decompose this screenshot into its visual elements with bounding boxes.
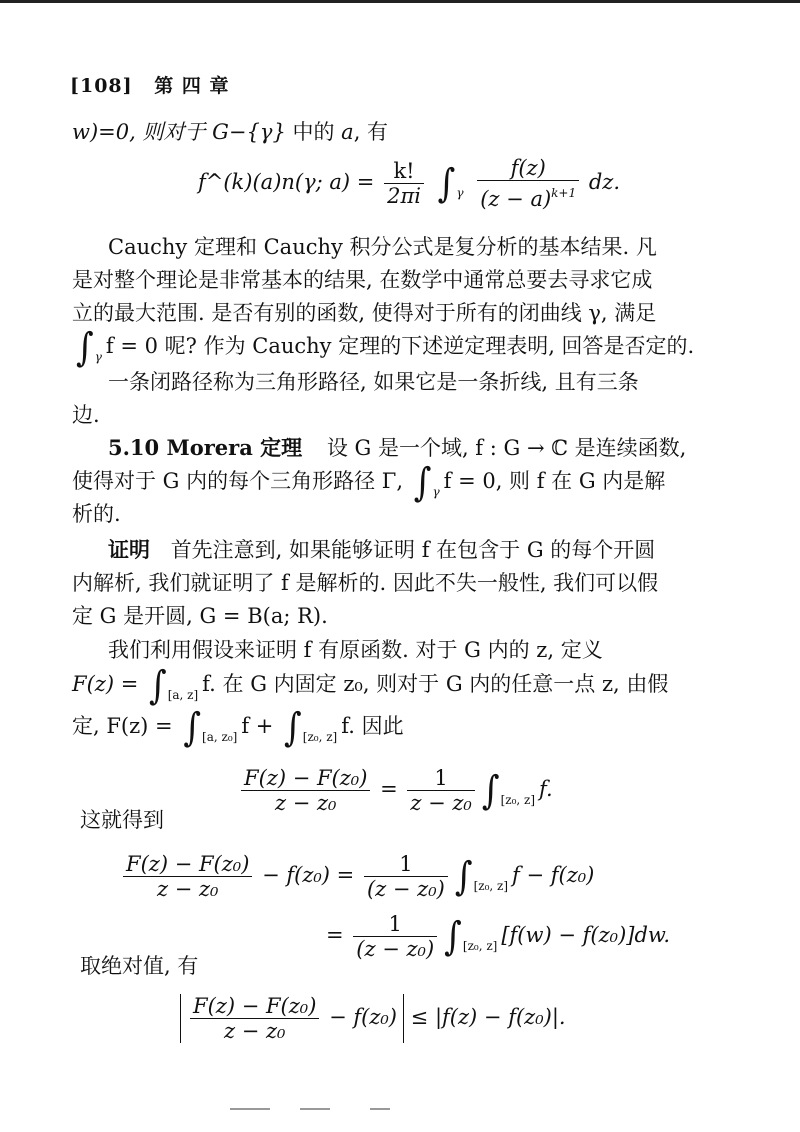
proof-line6-sub1: [a, z₀] [202,730,238,744]
eq2-num: F(z) − F(z₀) [241,766,370,791]
scan-speck [370,1108,390,1110]
proof-line1-text: 首先注意到, 如果能够证明 f 在包含于 G 的每个开圆 [170,538,656,562]
eq1-coef-den: 2πi [387,184,421,208]
integral-sign: ∫ [413,459,432,506]
eq3-fraction [123,852,252,901]
eq5-fraction [190,994,319,1043]
eq3-sub: [z₀, z] [473,879,509,893]
equation-3 [120,852,594,901]
chapter-title: 第 四 章 [154,75,230,97]
eq3-coef-num: 1 [364,852,448,877]
eq1-tail: dz. [588,170,620,194]
proof-line4: 我们利用假设来证明 f 有原函数. 对于 G 内的 z, 定义 [108,638,603,662]
eq2-coefficient [407,766,475,815]
para1-line1: Cauchy 定理和 Cauchy 积分公式是复分析的基本结果. 凡 [108,235,657,259]
equation-1 [198,156,620,211]
text-line-1 [72,118,388,146]
eq3-coefficient [364,852,448,901]
integral-sign: ∫ [183,704,202,751]
eq5-num: F(z) − F(z₀) [190,994,319,1019]
theorem-line3: 析的. [72,502,121,526]
eq2-equals: = [373,777,405,801]
eq1-frac-num: f(z) [477,156,579,181]
para2-line1: 一条闭路径称为三角形路径, 如果它是一条折线, 且有三条 [108,370,639,394]
equation-5 [180,994,566,1043]
eq1-coefficient [384,159,424,208]
integral-sign: ∫ [76,324,94,371]
theorem-line1 [108,434,686,462]
eq4-coefficient [353,912,437,961]
eq1-den-exp: k+1 [551,186,577,200]
scan-speck [300,1108,330,1110]
integral-sign: ∫ [481,767,500,814]
eq3-tail: f − f(z₀) [512,863,595,887]
para1-line3: 立的最大范围. 是否有别的函数, 使得对于所有的闭曲线 γ, 满足 [72,301,657,325]
eq3-coef-den: (z − z₀) [366,877,445,901]
integral-sign: ∫ [454,853,473,900]
proof-line6-sub2: [z₀, z] [302,730,338,744]
eq4-coef-den: (z − z₀) [356,937,435,961]
proof-line6-mid: f + [241,714,281,738]
para1-int-sub: γ [94,350,102,364]
theorem-line2 [72,459,666,506]
eq2-fraction [241,766,370,815]
eq4-coef-num: 1 [353,912,437,937]
eq3-den: z − z₀ [156,877,219,901]
eq1-int-sub: γ [456,186,464,200]
text-qu-jue-dui-zhi: 取绝对值, 有 [80,954,199,978]
theorem-line1-text: 设 G 是一个域, f : G → ℂ 是连续函数, [326,436,687,460]
eq2-tail: f. [539,777,553,801]
eq5-le: ≤ |f(z) − f(z₀)|. [404,1005,566,1029]
para2-line2: 边. [72,403,100,427]
proof-line5 [72,662,669,709]
eq2-den: z − z₀ [274,791,337,815]
integral-sign: ∫ [437,160,456,207]
para1-line4 [72,324,695,371]
eq1-lhs: f^(k)(a)n(γ; a) = [198,170,382,194]
eq1-den-base: (z − a) [480,187,552,211]
line1-end: , 有 [353,120,389,144]
eq3-mid: − f(z₀) = [255,863,361,887]
theorem-int-sub: γ [432,485,440,499]
para1-line2: 是对整个理论是非常基本的结果, 在数学中通常总要去寻求它成 [72,268,653,292]
eq2-coef-num: 1 [407,766,475,791]
equation-2 [238,766,553,815]
eq5-den: z − z₀ [223,1019,286,1043]
equation-4 [326,912,670,961]
proof-line6-b: f. 因此 [341,714,404,738]
eq4-equals: = [326,923,351,947]
para1-line4-text: f = 0 呢? 作为 Cauchy 定理的下述逆定理表明, 回答是否定的. [105,334,695,358]
page-number: [108] [70,75,133,97]
proof-line3: 定 G 是开圆, G = B(a; R). [72,604,328,628]
eq5-absolute-value [180,994,404,1043]
integral-sign: ∫ [284,704,302,751]
eq2-coef-den: z − z₀ [410,791,472,815]
line1-lead: w)=0, 则对于 [72,120,213,144]
line1-set: G−{γ} [212,120,286,144]
top-border [0,0,800,3]
eq1-integrand [477,156,579,211]
proof-line5-a: F(z) = [72,672,145,696]
theorem-line2-a: 使得对于 G 内的每个三角形路径 Γ, [72,469,410,493]
scan-speck [230,1108,270,1110]
proof-line2: 内解析, 我们就证明了 f 是解析的. 因此不失一般性, 我们可以假 [72,571,659,595]
eq2-sub: [z₀, z] [500,793,536,807]
eq4-tail: [f(w) − f(z₀)]dw. [501,923,671,947]
proof-line1 [108,536,655,564]
proof-line5-sub: [a, z] [167,688,199,702]
eq4-sub: [z₀, z] [462,939,498,953]
page-header [70,72,230,100]
theorem-title: 5.10 Morera 定理 [108,435,303,460]
integral-sign: ∫ [444,913,462,960]
eq3-num: F(z) − F(z₀) [123,852,252,877]
theorem-line2-b: f = 0, 则 f 在 G 内是解 [443,469,666,493]
text-zhe-jiu-de-dao: 这就得到 [80,808,164,832]
eq5-inner: − f(z₀) [322,1005,397,1029]
proof-line6-a: 定, F(z) = [72,714,180,738]
line1-a: a [341,120,354,144]
integral-sign: ∫ [148,662,167,709]
eq1-coef-num: k! [384,159,424,184]
proof-title: 证明 [108,537,150,562]
proof-line6 [72,704,404,751]
line1-mid: 中的 [285,120,342,144]
eq1-frac-den [477,181,579,211]
proof-line5-b: f. 在 G 内固定 z₀, 则对于 G 内的任意一点 z, 由假 [202,672,669,696]
